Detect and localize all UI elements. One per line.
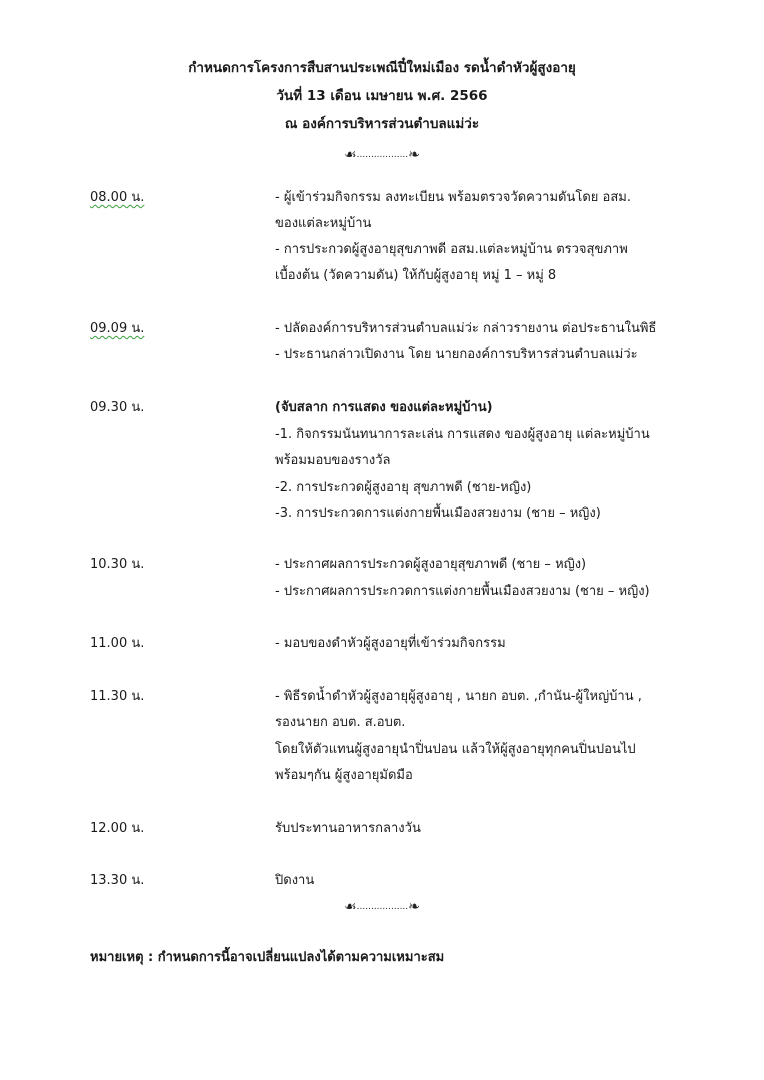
schedule-time: 12.00 น. [90, 821, 145, 836]
schedule-line: พร้อมๆกัน ผู้สูงอายุมัดมือ [275, 768, 413, 783]
schedule-line: - พิธีรดน้ำดำหัวผู้สูงอายุผู้สูงอายุ , นายก อบต. ,กำนัน-ผู้ใหญ่บ้าน , [275, 689, 642, 704]
schedule-time: 13.30 น. [90, 873, 145, 888]
schedule-line: - ผู้เข้าร่วมกิจกรรม ลงทะเบียน พร้อมตรวจวัดความดันโดย อสม. [275, 190, 631, 205]
schedule-line: โดยให้ตัวแทนผู้สูงอายุนำปิ่นปอน แล้วให้ผู้สูงอายุทุกคนปิ่นปอนไป [275, 742, 636, 757]
schedule-time: 09.09 น. [90, 321, 145, 336]
schedule-line: - ประกาศผลการประกวดการแต่งกายพื้นเมืองสวยงาม (ชาย – หญิง) [275, 584, 650, 599]
schedule-line: - การประกวดผู้สูงอายุสุขภาพดี อสม.แต่ละหมู่บ้าน ตรวจสุขภาพ [275, 242, 628, 257]
schedule-time: 11.00 น. [90, 636, 145, 651]
schedule-line: - ประกาศผลการประกวดผู้สูงอายุสุขภาพดี (ชาย – หญิง) [275, 557, 587, 572]
schedule-line: ปิดงาน [275, 873, 315, 888]
document-venue: ณ องค์การบริหารส่วนตำบลแม่ว่ะ [284, 116, 480, 132]
schedule-line: - ประธานกล่าวเปิดงาน โดย นายกองค์การบริหารส่วนตำบลแม่ว่ะ [275, 347, 638, 362]
schedule-line: -2. การประกวดผู้สูงอายุ สุขภาพดี (ชาย-หญิง) [275, 480, 532, 495]
schedule-time: 10.30 น. [90, 557, 145, 572]
schedule-line: รองนายก อบต. ส.อบต. [275, 715, 406, 730]
schedule-line: - ปลัดองค์การบริหารส่วนตำบลแม่ว่ะ กล่าวรายงาน ต่อประธานในพิธี [275, 321, 657, 336]
swirl-left-icon: ☙ [344, 147, 357, 163]
schedule-line: พร้อมมอบของรางวัล [275, 453, 391, 468]
schedule-line: - มอบของดำหัวผู้สูงอายุที่เข้าร่วมกิจกรรม [275, 636, 506, 651]
schedule-line: -3. การประกวดการแต่งกายพื้นเมืองสวยงาม (ชาย – หญิง) [275, 506, 601, 521]
ornament-divider-top [0, 148, 764, 162]
ornament-dots: .................. [356, 901, 409, 912]
swirl-left-icon: ☙ [344, 899, 357, 915]
swirl-right-icon: ❧ [408, 147, 420, 163]
schedule-line: เบื้องต้น (วัดความดัน) ให้กับผู้สูงอายุ หมู่ 1 – หมู่ 8 [275, 268, 557, 283]
swirl-right-icon: ❧ [408, 899, 420, 915]
ornament-divider-bottom [0, 900, 764, 914]
schedule-time: 11.30 น. [90, 689, 145, 704]
schedule-time: 09.30 น. [90, 400, 145, 415]
document-date: วันที่ 13 เดือน เมษายน พ.ศ. 2566 [276, 88, 488, 104]
schedule-line: -1. กิจกรรมนันทนาการละเล่น การแสดง ของผู้สูงอายุ แต่ละหมู่บ้าน [275, 427, 650, 442]
ornament-dots: .................. [356, 149, 409, 160]
schedule-line: รับประทานอาหารกลางวัน [275, 821, 421, 836]
document-title: กำหนดการโครงการสืบสานประเพณีปี๋ใหม่เมือง รดน้ำดำหัวผู้สูงอายุ [188, 60, 576, 76]
schedule-line: ของแต่ละหมู่บ้าน [275, 216, 372, 231]
schedule-time: 08.00 น. [90, 190, 145, 205]
schedule-line-heading: (จับสลาก การแสดง ของแต่ละหมู่บ้าน) [275, 400, 493, 415]
footer-note: หมายเหตุ : กำหนดการนี้อาจเปลี่ยนแปลงได้ตามความเหมาะสม [90, 950, 445, 965]
